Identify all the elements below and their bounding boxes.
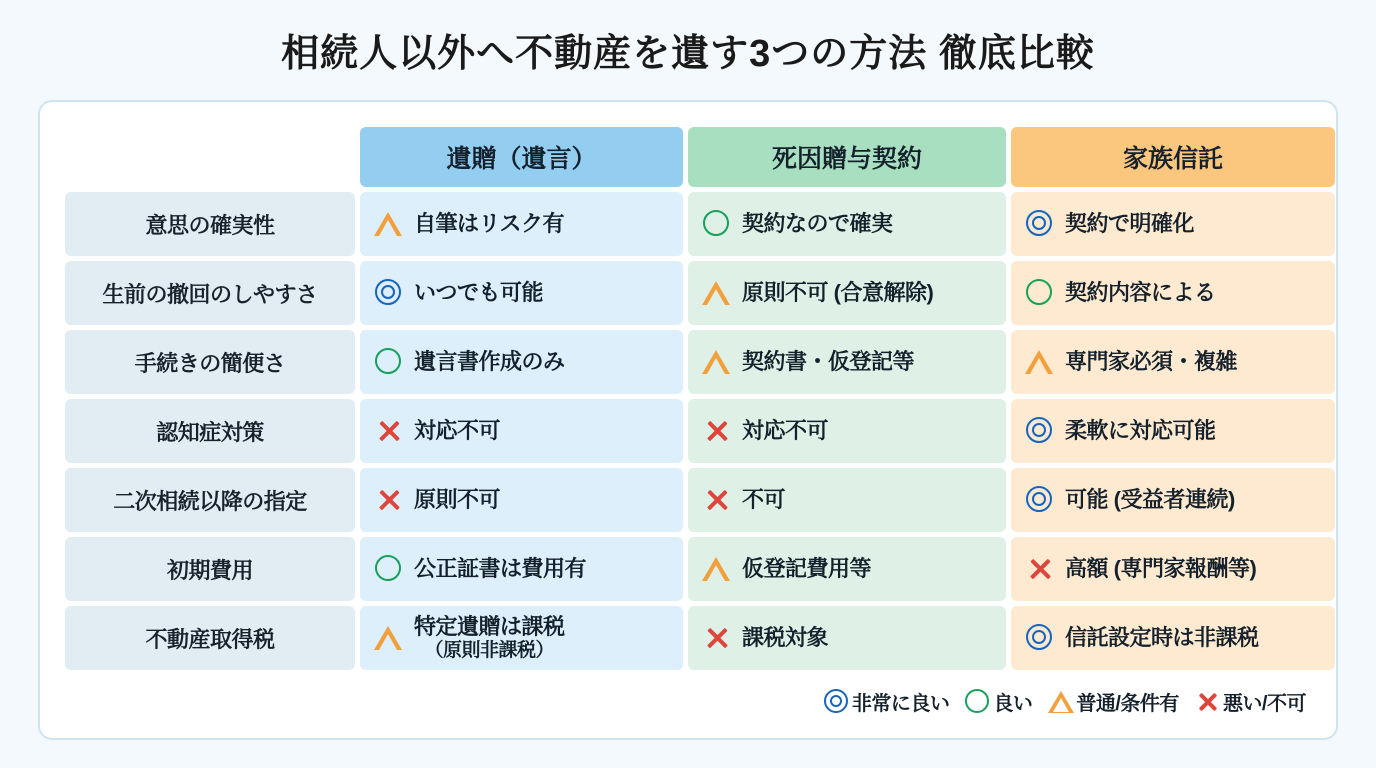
cell-text: 特定遺贈は課税 <box>414 614 565 640</box>
triangle-icon <box>702 554 732 584</box>
triangle-icon <box>374 209 404 239</box>
cross-icon <box>702 623 732 653</box>
cross-icon <box>1195 689 1221 715</box>
row-label: 不動産取得税 <box>65 606 355 670</box>
cell-r5c2 <box>688 537 1006 601</box>
cell-r2c2 <box>688 330 1006 394</box>
circle-icon <box>374 554 404 584</box>
row-label: 意思の確実性 <box>65 192 355 256</box>
cross-icon <box>702 485 732 515</box>
double-circle-icon <box>1025 623 1055 653</box>
table-row <box>65 261 1335 325</box>
cell-text: 課税対象 <box>742 625 829 651</box>
cell-text: 専門家必須・複雑 <box>1065 349 1238 375</box>
legend-label: 非常に良い <box>851 693 950 715</box>
double-circle-icon <box>1025 209 1055 239</box>
cell-text: 自筆はリスク有 <box>414 211 565 237</box>
cell-r1c1 <box>360 261 683 325</box>
cell-text: 契約書・仮登記等 <box>742 349 915 375</box>
triangle-icon <box>374 623 404 653</box>
cell-text: 契約で明確化 <box>1065 211 1195 237</box>
column-header-kazokushintaku: 家族信託 <box>1011 127 1335 187</box>
page-title: 相続人以外へ不動産を遺す3つの方法 徹底比較 <box>281 33 1095 75</box>
legend-label: 普通/条件有 <box>1076 693 1179 715</box>
cell-text: 可能 (受益者連続) <box>1065 487 1235 513</box>
double-circle-icon <box>1025 416 1055 446</box>
cell-r1c3 <box>1011 261 1335 325</box>
cell-r2c1 <box>360 330 683 394</box>
double-circle-icon <box>824 689 850 715</box>
cell-r3c3 <box>1011 399 1335 463</box>
row-label: 二次相続以降の指定 <box>65 468 355 532</box>
cell-text: 原則不可 (合意解除) <box>742 280 934 306</box>
legend-item-excellent <box>824 687 950 716</box>
cell-r4c3 <box>1011 468 1335 532</box>
cell-r2c3 <box>1011 330 1335 394</box>
legend-item-good <box>965 687 1032 716</box>
cell-text: 公正証書は費用有 <box>414 556 587 582</box>
table-header-row <box>65 127 1335 187</box>
cell-text: いつでも可能 <box>414 280 544 306</box>
table-corner-cell <box>65 127 355 187</box>
legend-item-average <box>1048 687 1179 716</box>
cell-r4c1 <box>360 468 683 532</box>
legend-item-bad <box>1195 687 1306 716</box>
comparison-table <box>60 122 1340 675</box>
table-row <box>65 399 1335 463</box>
cell-subtext: （原則非課税） <box>424 639 555 661</box>
circle-icon <box>1025 278 1055 308</box>
row-label: 認知症対策 <box>65 399 355 463</box>
row-label: 初期費用 <box>65 537 355 601</box>
cell-text: 契約内容による <box>1065 280 1216 306</box>
table-row <box>65 468 1335 532</box>
row-label: 手続きの簡便さ <box>65 330 355 394</box>
row-label: 生前の撤回のしやすさ <box>65 261 355 325</box>
cross-icon <box>702 416 732 446</box>
column-header-izou: 遺贈（遺言） <box>360 127 683 187</box>
cell-r6c3 <box>1011 606 1335 670</box>
cell-r6c1 <box>360 606 683 670</box>
cell-text: 高額 (専門家報酬等) <box>1065 556 1257 582</box>
cell-r6c2 <box>688 606 1006 670</box>
cell-r0c1 <box>360 192 683 256</box>
cell-r4c2 <box>688 468 1006 532</box>
triangle-icon <box>1025 347 1055 377</box>
triangle-icon <box>1048 689 1074 715</box>
legend-label: 悪い/不可 <box>1222 693 1306 715</box>
column-header-shiinzouyo: 死因贈与契約 <box>688 127 1006 187</box>
comparison-card <box>38 100 1338 740</box>
circle-icon <box>702 209 732 239</box>
table-row <box>65 330 1335 394</box>
table-row <box>65 192 1335 256</box>
cell-r3c1 <box>360 399 683 463</box>
cell-text: 契約なので確実 <box>742 211 893 237</box>
cell-text: 柔軟に対応可能 <box>1065 418 1216 444</box>
cell-r5c3 <box>1011 537 1335 601</box>
table-row <box>65 537 1335 601</box>
cell-r3c2 <box>688 399 1006 463</box>
cross-icon <box>1025 554 1055 584</box>
cell-r5c1 <box>360 537 683 601</box>
cell-text: 原則不可 <box>414 487 501 513</box>
circle-icon <box>965 689 991 715</box>
cell-text: 信託設定時は非課税 <box>1065 625 1259 651</box>
cell-r0c2 <box>688 192 1006 256</box>
cell-text: 不可 <box>742 487 786 513</box>
table-row <box>65 606 1335 670</box>
legend-label: 良い <box>993 693 1033 715</box>
cell-r1c2 <box>688 261 1006 325</box>
cell-text-group <box>414 614 565 661</box>
triangle-icon <box>702 278 732 308</box>
cross-icon <box>374 416 404 446</box>
triangle-icon <box>702 347 732 377</box>
cell-text: 対応不可 <box>414 418 501 444</box>
legend <box>824 687 1306 716</box>
circle-icon <box>374 347 404 377</box>
cell-text: 遺言書作成のみ <box>414 349 565 375</box>
double-circle-icon <box>1025 485 1055 515</box>
cell-r0c3 <box>1011 192 1335 256</box>
cell-text: 仮登記費用等 <box>742 556 872 582</box>
double-circle-icon <box>374 278 404 308</box>
cell-text: 対応不可 <box>742 418 829 444</box>
cross-icon <box>374 485 404 515</box>
